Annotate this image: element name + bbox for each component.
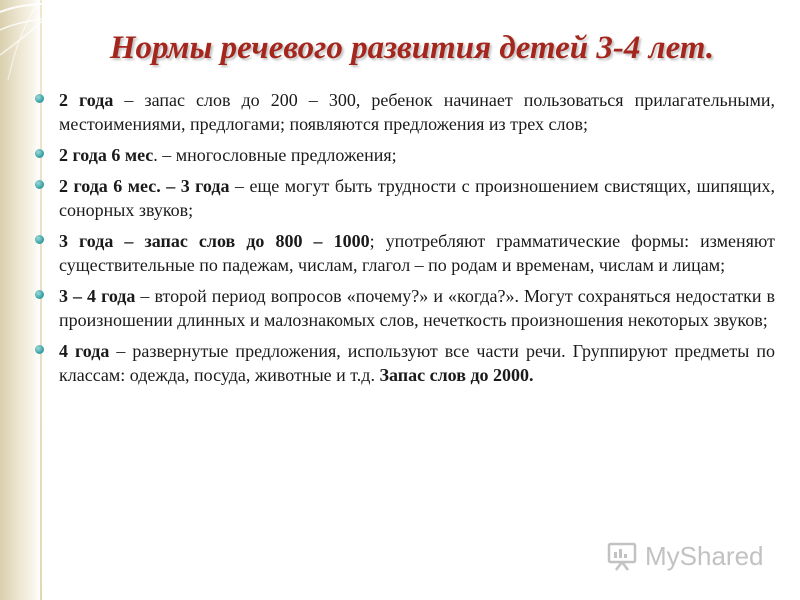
item-bold-text: 3 – 4 года [59,286,136,306]
item-bold-text: 2 года 6 мес [59,145,154,165]
item-text: – еще могут быть трудности с произношением свистящих, шипящих, сонорных звуков; [59,176,775,220]
bullet-icon [35,345,44,354]
list-item [35,284,775,332]
item-text: ; употребляют грамматические формы: изменяют существительные по падежам, числам, глагол – по родам и временам, числам и лицам; [59,231,775,275]
watermark-text: MyShared [645,540,764,571]
bullet-icon [35,149,44,158]
list-item [35,88,775,136]
slide-title: Нормы речевого развития детей 3-4 лет. [109,30,715,66]
item-bold-text: 3 года – запас слов до 800 – 1000 [59,231,370,251]
item-bold-text: 4 года [59,341,110,361]
item-text: – второй период вопросов «почему?» и «когда?». Могут сохраняться недостатки в произношении длинных и малознакомых слов, нечеткость произношения некоторых звуков; [59,286,775,330]
bullet-icon [35,94,44,103]
item-bold-text: Запас слов до 2000. [379,365,534,385]
watermark [605,538,764,574]
list-item [35,174,775,222]
bullet-icon [35,235,44,244]
list-item [35,229,775,277]
item-text: – развернутые предложения, используют все части речи. Группируют предметы по классам: одежда, посуда, животные и т.д. [59,341,775,385]
item-bold-text: 2 года 6 мес. – 3 года [59,176,230,196]
list-item [35,143,775,167]
bullet-list [35,88,775,394]
presentation-board-icon [605,539,639,573]
item-text: . – многословные предложения; [153,145,397,165]
item-text: – запас слов до 200 – 300, ребенок начинает пользоваться прилагательными, местоимениями, предлогами; появляются предложения из трех слов; [59,90,776,134]
bullet-icon [35,290,44,299]
bullet-icon [35,180,44,189]
item-bold-text: 2 года [59,90,114,110]
list-item [35,339,775,387]
